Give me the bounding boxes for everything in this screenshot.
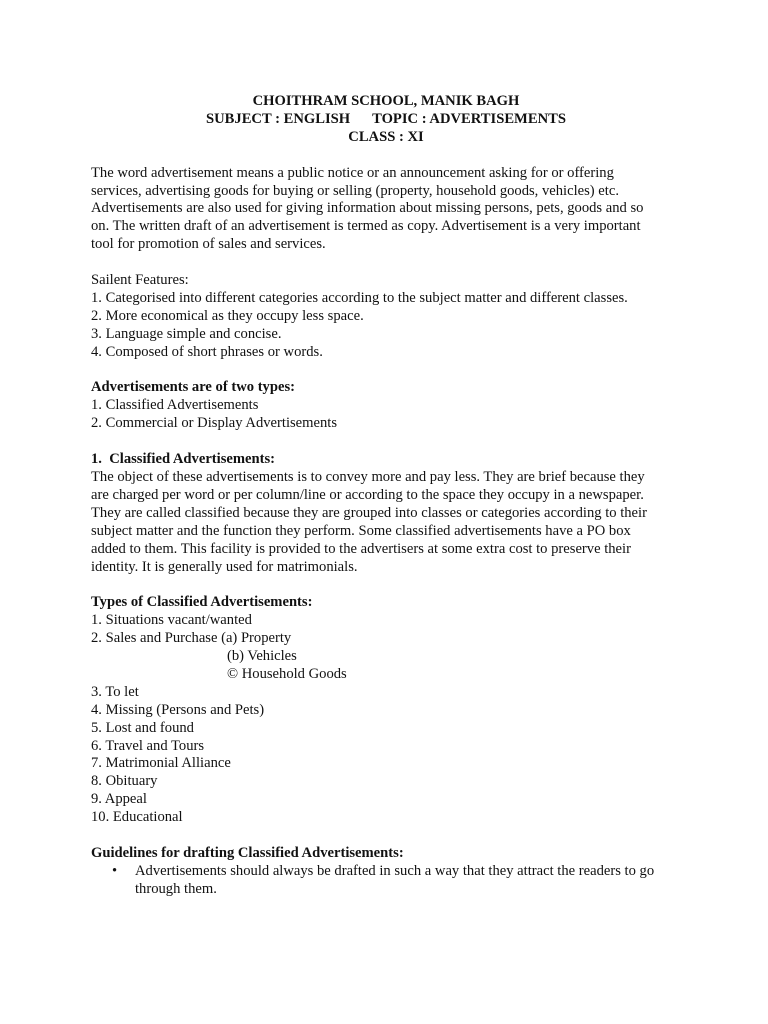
sub-list-item: © Household Goods — [227, 665, 347, 682]
school-name: CHOITHRAM SCHOOL, MANIK BAGH — [252, 93, 520, 109]
list-item: 1. Situations vacant/wanted — [91, 612, 252, 629]
list-item: 2. Sales and Purchase (a) Property — [91, 630, 292, 647]
list-item: 4. Composed of short phrases or words. — [91, 343, 323, 360]
document-header — [81, 93, 691, 147]
classified-heading: 1. Classified Advertisements: — [91, 451, 276, 468]
text-line: They are called classified because they are grouped into classes or categories according to their — [91, 504, 647, 521]
classified-types-heading: Types of Classified Advertisements: — [91, 594, 313, 611]
list-item: 10. Educational — [91, 809, 183, 826]
text-line: The object of these advertisements is to convey more and pay less. They are brief because they — [91, 468, 645, 485]
topic-label: TOPIC : ADVERTISEMENTS — [372, 110, 566, 127]
list-item: 1. Categorised into different categories according to the subject matter and different classes. — [91, 289, 628, 306]
classified-types-section — [91, 594, 691, 827]
bullet-text: Advertisements should always be drafted in such a way that they attract the readers to go through them. — [135, 862, 655, 897]
list-item: 9. Appeal — [91, 791, 147, 808]
bullet-item — [91, 863, 691, 899]
class-label: CLASS : XI — [348, 128, 424, 145]
text-line: are charged per word or per column/line or according to the space they occupy in a newspaper. — [91, 486, 644, 503]
list-item: 5. Lost and found — [91, 719, 194, 736]
list-item: 2. Commercial or Display Advertisements — [91, 415, 338, 432]
sub-list-item: (b) Vehicles — [227, 648, 297, 665]
text-line: tool for promotion of sales and services. — [91, 236, 326, 253]
document-page — [91, 93, 691, 899]
subject-topic-line — [81, 111, 691, 129]
text-line: Advertisements are also used for giving information about missing persons, pets, goods and so — [91, 200, 644, 217]
list-item: 4. Missing (Persons and Pets) — [91, 701, 265, 718]
text-line: on. The written draft of an advertisement is termed as copy. Advertisement is a very important — [91, 218, 641, 235]
guidelines-heading: Guidelines for drafting Classified Advertisements: — [91, 844, 404, 861]
list-item: 8. Obituary — [91, 773, 158, 790]
list-item: 2. More economical as they occupy less space. — [91, 307, 364, 324]
list-item: 3. To let — [91, 683, 139, 700]
bullet-icon: • — [112, 862, 118, 879]
text-line: added to them. This facility is provided to the advertisers at some extra cost to preserve their — [91, 540, 631, 557]
list-item: 3. Language simple and concise. — [91, 325, 282, 342]
subject-label: SUBJECT : ENGLISH — [206, 110, 351, 127]
text-line: subject matter and the function they perform. Some classified advertisements have a PO box — [91, 522, 631, 539]
guidelines-section — [91, 845, 691, 899]
features-section — [91, 272, 691, 362]
text-line: identity. It is generally used for matrimonials. — [91, 558, 358, 575]
intro-paragraph — [91, 165, 691, 255]
text-line: services, advertising goods for buying or selling (property, household goods, vehicles) etc. — [91, 182, 619, 199]
text-line: The word advertisement means a public notice or an announcement asking for or offering — [91, 164, 614, 181]
types-heading: Advertisements are of two types: — [91, 379, 295, 396]
list-item: 7. Matrimonial Alliance — [91, 755, 231, 772]
list-item: 6. Travel and Tours — [91, 737, 205, 754]
list-item: 1. Classified Advertisements — [91, 397, 259, 414]
types-section — [91, 379, 691, 433]
classified-section — [91, 451, 691, 576]
features-heading: Sailent Features: — [91, 272, 189, 289]
